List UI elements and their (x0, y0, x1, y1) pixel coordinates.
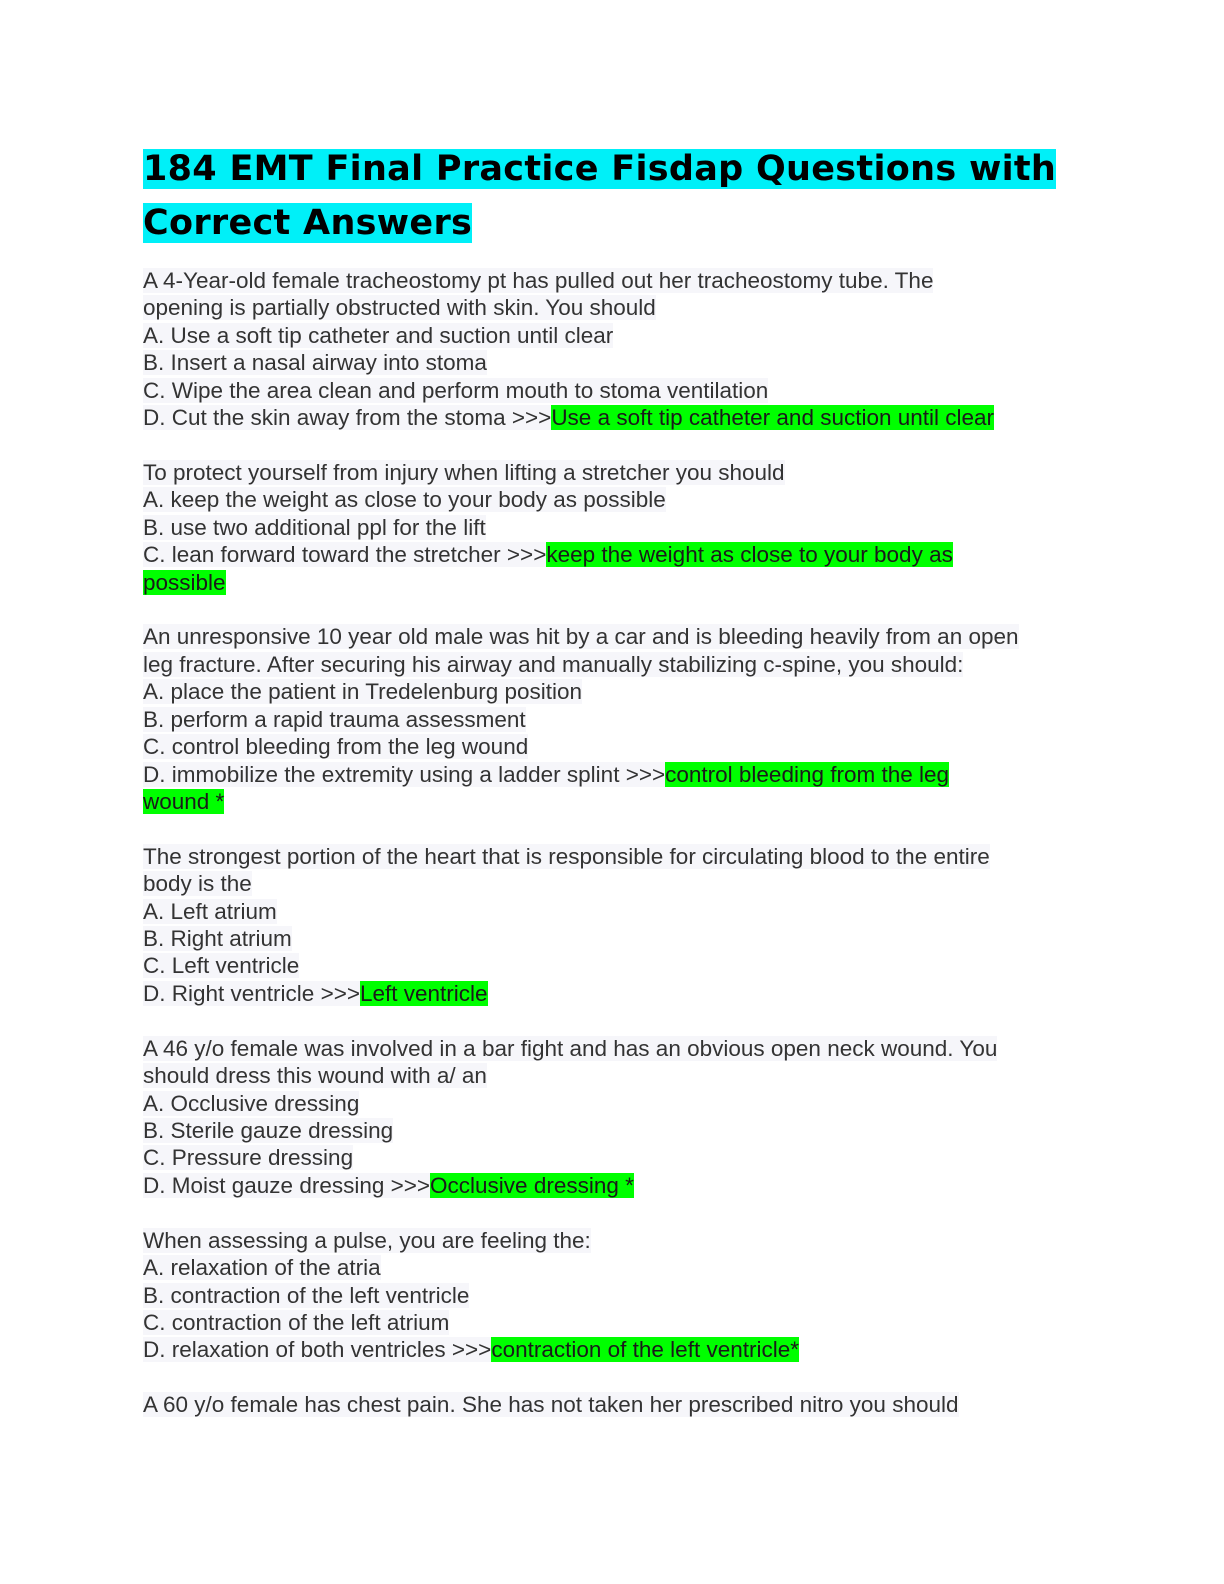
answer-option-last: D. relaxation of both ventricles >>>contraction of the left ventricle* (143, 1337, 799, 1363)
question-stem-line: should dress this wound with a/ an (143, 1063, 487, 1089)
question-stem-line: opening is partially obstructed with skin. You should (143, 295, 656, 321)
correct-answer: contraction of the left ventricle* (491, 1337, 799, 1363)
answer-option-last: D. Moist gauze dressing >>>Occlusive dressing * (143, 1172, 634, 1198)
answer-option-last: D. Right ventricle >>>Left ventricle (143, 980, 488, 1006)
answer-option: A. Use a soft tip catheter and suction until clear (143, 322, 614, 348)
answer-option: C. Pressure dressing (143, 1145, 354, 1171)
question-stem-line: A 60 y/o female has chest pain. She has not taken her prescribed nitro you should (143, 1392, 959, 1418)
question-stem-line: A 46 y/o female was involved in a bar fight and has an obvious open neck wound. You (143, 1035, 998, 1061)
correct-answer: Occlusive dressing * (430, 1172, 634, 1198)
answer-option: A. Left atrium (143, 898, 277, 924)
answer-option: A. Occlusive dressing (143, 1090, 360, 1116)
answer-option: B. use two additional ppl for the lift (143, 514, 486, 540)
answer-option: B. perform a rapid trauma assessment (143, 706, 526, 732)
answer-option: B. Sterile gauze dressing (143, 1117, 394, 1143)
answer-separator: >>> (506, 542, 547, 568)
question-block (143, 267, 1083, 431)
answer-option-last: D. immobilize the extremity using a ladder splint >>>control bleeding from the leg wound * (143, 761, 950, 814)
question-stem-line: An unresponsive 10 year old male was hit by a car and is bleeding heavily from an open (143, 624, 1019, 650)
correct-answer: control bleeding from the leg wound * (143, 761, 950, 814)
answer-option: C. Left ventricle (143, 953, 300, 979)
answer-option: C. contraction of the left atrium (143, 1309, 450, 1335)
question-block (143, 623, 1083, 815)
question-block (143, 1035, 1083, 1199)
answer-separator: >>> (320, 980, 360, 1006)
answer-separator: >>> (451, 1337, 492, 1363)
question-stem-line: To protect yourself from injury when lifting a stretcher you should (143, 459, 785, 485)
question-block (143, 843, 1083, 1007)
answer-option: B. Right atrium (143, 926, 292, 952)
answer-option-last: C. lean forward toward the stretcher >>>keep the weight as close to your body as possible (143, 542, 953, 595)
question-stem-line: The strongest portion of the heart that is responsible for circulating blood to the entire (143, 843, 990, 869)
correct-answer: Use a soft tip catheter and suction until clear (551, 405, 995, 431)
question-stem-line: When assessing a pulse, you are feeling the: (143, 1227, 591, 1253)
question-stem-line: A 4-Year-old female tracheostomy pt has pulled out her tracheostomy tube. The (143, 268, 934, 293)
answer-option: A. relaxation of the atria (143, 1255, 381, 1281)
question-block (143, 1227, 1083, 1364)
question-block (143, 1391, 1083, 1418)
correct-answer: keep the weight as close to your body as possible (143, 542, 953, 595)
answer-separator: >>> (511, 405, 552, 431)
document-title-text: 184 EMT Final Practice Fisdap Questions with Correct Answers (143, 149, 1057, 243)
answer-option: C. control bleeding from the leg wound (143, 734, 529, 760)
answer-option: B. contraction of the left ventricle (143, 1282, 470, 1308)
answer-separator: >>> (625, 761, 666, 787)
document-title (143, 142, 1093, 250)
answer-separator: >>> (390, 1172, 431, 1198)
answer-option: B. Insert a nasal airway into stoma (143, 350, 487, 376)
answer-option: A. keep the weight as close to your body as possible (143, 487, 666, 513)
correct-answer: Left ventricle (359, 980, 488, 1006)
question-stem-line: body is the (143, 871, 252, 897)
answer-option: C. Wipe the area clean and perform mouth to stoma ventilation (143, 377, 769, 403)
question-stem-line: leg fracture. After securing his airway and manually stabilizing c-spine, you should: (143, 651, 964, 677)
question-block (143, 459, 1083, 596)
answer-option-last: D. Cut the skin away from the stoma >>>Use a soft tip catheter and suction until clear (143, 405, 995, 431)
question-list (143, 267, 1083, 1446)
answer-option: A. place the patient in Tredelenburg position (143, 679, 583, 705)
